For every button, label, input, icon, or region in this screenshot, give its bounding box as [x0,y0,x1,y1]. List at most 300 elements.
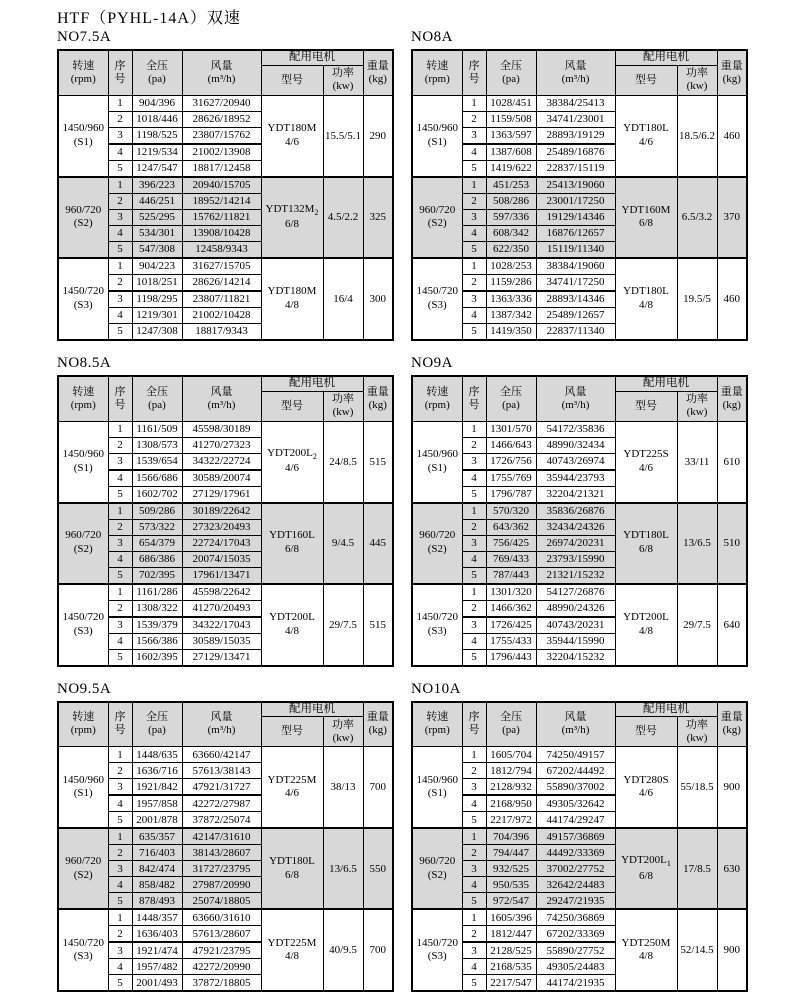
col-model: 型号 [261,717,323,747]
spec-table-host [411,701,749,992]
seq-cell: 2 [108,437,132,453]
seq-cell: 2 [462,519,486,535]
seq-cell: 1 [108,503,132,520]
seq-cell: 4 [462,144,486,161]
pressure-cell: 1159/508 [486,111,536,127]
pressure-cell: 534/301 [132,225,182,241]
pressure-cell: 1018/251 [132,274,182,291]
speed-cell: 1450/960 (S1) [412,95,462,177]
data-row [412,909,747,926]
motor-model-cell: YDT200L 4/8 [615,584,677,666]
seq-cell: 4 [108,959,132,975]
col-pressure: 全压 (pa) [132,50,182,95]
speed-cell: 1450/720 (S3) [412,258,462,340]
seq-cell: 5 [462,649,486,666]
seq-cell: 3 [462,453,486,470]
seq-cell: 1 [108,909,132,926]
pressure-cell: 1539/379 [132,617,182,634]
airflow-cell: 30589/15035 [182,633,261,649]
airflow-cell: 28626/14214 [182,274,261,291]
pressure-cell: 1387/342 [486,307,536,323]
seq-cell: 2 [462,437,486,453]
weight-cell: 510 [717,503,747,584]
airflow-cell: 38384/25413 [536,95,615,111]
pressure-cell: 1812/794 [486,763,536,779]
power-cell: 33/11 [677,421,717,503]
pressure-cell: 2168/535 [486,959,536,975]
seq-cell: 4 [108,307,132,323]
header-row [58,50,393,65]
table-title: NO9.5A [57,680,112,697]
seq-cell: 4 [462,877,486,893]
airflow-cell: 31627/15705 [182,258,261,275]
pressure-cell: 794/447 [486,845,536,861]
spec-table [411,375,748,667]
pressure-cell: 1957/482 [132,959,182,975]
col-weight: 重量 (kg) [717,702,747,747]
airflow-cell: 47921/23795 [182,942,261,959]
seq-cell: 1 [462,503,486,520]
seq-cell: 2 [108,600,132,617]
header-row [412,50,747,65]
pressure-cell: 1796/787 [486,486,536,503]
col-model: 型号 [615,717,677,747]
spec-table [411,701,748,992]
weight-cell: 515 [363,421,393,503]
airflow-cell: 34741/17250 [536,274,615,291]
airflow-cell: 25489/16876 [536,144,615,161]
power-cell: 40/9.5 [323,909,363,991]
weight-cell: 640 [717,584,747,666]
airflow-cell: 23001/17250 [536,193,615,209]
spec-table [57,375,394,667]
weight-cell: 300 [363,258,393,340]
pressure-cell: 904/396 [132,95,182,111]
seq-cell: 2 [462,926,486,943]
pressure-cell: 1448/357 [132,909,182,926]
header-row [58,376,393,391]
pressure-cell: 597/336 [486,209,536,225]
power-cell: 16/4 [323,258,363,340]
col-airflow: 风量 (m³/h) [182,50,261,95]
airflow-cell: 74250/49157 [536,747,615,763]
pressure-cell: 509/286 [132,503,182,520]
spec-table [57,49,394,341]
pressure-cell: 704/396 [486,828,536,845]
airflow-cell: 42272/20990 [182,959,261,975]
seq-cell: 3 [462,942,486,959]
pressure-cell: 1957/858 [132,795,182,812]
power-cell: 55/18.5 [677,747,717,829]
pressure-cell: 1198/525 [132,127,182,144]
col-airflow: 风量 (m³/h) [182,702,261,747]
seq-cell: 4 [462,307,486,323]
pressure-cell: 842/474 [132,861,182,877]
col-speed: 转速 (rpm) [412,376,462,421]
col-weight: 重量 (kg) [717,50,747,95]
weight-cell: 550 [363,828,393,909]
airflow-cell: 41270/27323 [182,437,261,453]
seq-cell: 4 [108,225,132,241]
airflow-cell: 55890/27752 [536,942,615,959]
col-pressure: 全压 (pa) [132,702,182,747]
table-block-no8a [411,29,749,341]
seq-cell: 5 [462,893,486,910]
airflow-cell: 35836/26876 [536,503,615,520]
power-cell: 6.5/3.2 [677,177,717,258]
spec-table [411,49,748,341]
data-row [412,584,747,601]
motor-model-cell: YDT280S 4/6 [615,747,677,829]
airflow-cell: 18952/14214 [182,193,261,209]
pressure-cell: 1602/702 [132,486,182,503]
seq-cell: 3 [462,535,486,551]
pressure-cell: 932/525 [486,861,536,877]
pressure-cell: 2001/878 [132,812,182,829]
airflow-cell: 47921/31727 [182,779,261,796]
col-seq: 序 号 [462,702,486,747]
seq-cell: 2 [462,600,486,617]
airflow-cell: 13908/10428 [182,225,261,241]
pressure-cell: 1301/320 [486,584,536,601]
pressure-cell: 1466/362 [486,600,536,617]
airflow-cell: 17961/13471 [182,567,261,584]
pressure-cell: 2001/493 [132,975,182,992]
motor-model-cell: YDT180M 4/8 [261,258,323,340]
motor-model-cell: $YDT200L_2$ 4/6 [261,421,323,503]
data-row [58,177,393,194]
airflow-cell: 44174/21935 [536,975,615,992]
weight-cell: 610 [717,421,747,503]
seq-cell: 4 [462,959,486,975]
col-power: 功率 (kw) [323,717,363,747]
airflow-cell: 27987/20990 [182,877,261,893]
pressure-cell: 508/286 [486,193,536,209]
data-row [58,95,393,111]
airflow-cell: 34322/17043 [182,617,261,634]
airflow-cell: 57613/28607 [182,926,261,943]
weight-cell: 290 [363,95,393,177]
pressure-cell: 1308/322 [132,600,182,617]
seq-cell: 3 [462,617,486,634]
seq-cell: 3 [462,291,486,308]
airflow-cell: 22724/17043 [182,535,261,551]
seq-cell: 4 [108,144,132,161]
seq-cell: 1 [108,177,132,194]
speed-cell: 1450/720 (S3) [58,258,108,340]
motor-model-cell: $YDT200L_1$ 6/8 [615,828,677,909]
motor-model-cell: YDT160L 6/8 [261,503,323,584]
airflow-cell: 63660/42147 [182,747,261,763]
seq-cell: 1 [462,747,486,763]
pressure-cell: 858/482 [132,877,182,893]
col-seq: 序 号 [108,702,132,747]
seq-cell: 5 [462,567,486,584]
airflow-cell: 25489/12657 [536,307,615,323]
airflow-cell: 28626/18952 [182,111,261,127]
data-row [58,828,393,845]
weight-cell: 515 [363,584,393,666]
airflow-cell: 37872/18805 [182,975,261,992]
speed-cell: 960/720 (S2) [412,503,462,584]
pressure-cell: 1301/570 [486,421,536,437]
airflow-cell: 42272/27987 [182,795,261,812]
airflow-cell: 41270/20493 [182,600,261,617]
speed-cell: 1450/960 (S1) [412,747,462,829]
table-title: NO8.5A [57,354,112,371]
col-weight: 重量 (kg) [717,376,747,421]
table-block-no8-5a [57,355,395,667]
airflow-cell: 31727/23795 [182,861,261,877]
seq-cell: 5 [108,812,132,829]
seq-cell: 3 [108,127,132,144]
airflow-cell: 54172/35836 [536,421,615,437]
speed-cell: 1450/720 (S3) [412,584,462,666]
data-row [58,258,393,275]
data-row [412,503,747,520]
speed-cell: 960/720 (S2) [58,503,108,584]
airflow-cell: 15762/11821 [182,209,261,225]
seq-cell: 1 [462,828,486,845]
pressure-cell: 686/386 [132,551,182,567]
col-motor-group: 配用电机 [615,50,717,65]
pressure-cell: 2168/950 [486,795,536,812]
seq-cell: 4 [462,225,486,241]
power-cell: 52/14.5 [677,909,717,991]
table-block-no10a [411,681,749,992]
airflow-cell: 25413/19060 [536,177,615,194]
airflow-cell: 38384/19060 [536,258,615,275]
motor-model-cell: YDT250M 4/8 [615,909,677,991]
motor-model-cell: YDT180L 4/8 [615,258,677,340]
motor-model-cell: $YDT132M_2$ 6/8 [261,177,323,258]
airflow-cell: 49305/24483 [536,959,615,975]
pressure-cell: 446/251 [132,193,182,209]
col-power: 功率 (kw) [323,65,363,95]
seq-cell: 5 [108,975,132,992]
pressure-cell: 1726/425 [486,617,536,634]
airflow-cell: 30589/20074 [182,470,261,487]
col-speed: 转速 (rpm) [58,50,108,95]
seq-cell: 5 [462,241,486,258]
airflow-cell: 45598/22642 [182,584,261,601]
airflow-cell: 35944/23793 [536,470,615,487]
seq-cell: 5 [462,160,486,177]
speed-cell: 960/720 (S2) [58,828,108,909]
weight-cell: 900 [717,747,747,829]
pressure-cell: 643/362 [486,519,536,535]
col-speed: 转速 (rpm) [412,50,462,95]
weight-cell: 370 [717,177,747,258]
seq-cell: 1 [462,909,486,926]
pressure-cell: 1448/635 [132,747,182,763]
pressure-cell: 451/253 [486,177,536,194]
spec-table [57,701,394,992]
header-row [412,376,747,391]
speed-cell: 960/720 (S2) [412,177,462,258]
seq-cell: 3 [462,861,486,877]
airflow-cell: 31627/20940 [182,95,261,111]
airflow-cell: 21321/15232 [536,567,615,584]
col-speed: 转速 (rpm) [412,702,462,747]
spec-table-host [411,375,749,667]
data-row [412,828,747,845]
col-power: 功率 (kw) [677,65,717,95]
power-cell: 18.5/6.2 [677,95,717,177]
airflow-cell: 21002/13908 [182,144,261,161]
seq-cell: 1 [462,421,486,437]
pressure-cell: 396/223 [132,177,182,194]
airflow-cell: 28893/19129 [536,127,615,144]
data-row [412,421,747,437]
speed-cell: 1450/960 (S1) [58,95,108,177]
pressure-cell: 622/350 [486,241,536,258]
seq-cell: 1 [108,258,132,275]
col-power: 功率 (kw) [677,391,717,421]
pressure-cell: 950/535 [486,877,536,893]
weight-cell: 460 [717,95,747,177]
pressure-cell: 1602/395 [132,649,182,666]
pressure-cell: 1605/396 [486,909,536,926]
airflow-cell: 54127/26876 [536,584,615,601]
data-row [412,177,747,194]
pressure-cell: 525/295 [132,209,182,225]
speed-cell: 1450/720 (S3) [58,584,108,666]
airflow-cell: 67202/33369 [536,926,615,943]
pressure-cell: 1726/756 [486,453,536,470]
power-cell: 19.5/5 [677,258,717,340]
airflow-cell: 38143/28607 [182,845,261,861]
col-motor-group: 配用电机 [261,376,363,391]
pressure-cell: 769/433 [486,551,536,567]
seq-cell: 2 [108,274,132,291]
weight-cell: 630 [717,828,747,909]
seq-cell: 3 [108,209,132,225]
col-seq: 序 号 [108,50,132,95]
pressure-cell: 1198/295 [132,291,182,308]
pressure-cell: 904/223 [132,258,182,275]
pressure-cell: 1755/433 [486,633,536,649]
airflow-cell: 18817/9343 [182,323,261,340]
seq-cell: 3 [462,779,486,796]
airflow-cell: 30189/22642 [182,503,261,520]
pressure-cell: 878/493 [132,893,182,910]
col-pressure: 全压 (pa) [486,376,536,421]
power-cell: 9/4.5 [323,503,363,584]
airflow-cell: 45598/30189 [182,421,261,437]
seq-cell: 2 [462,274,486,291]
seq-cell: 1 [462,95,486,111]
airflow-cell: 48990/32434 [536,437,615,453]
airflow-cell: 27323/20493 [182,519,261,535]
col-model: 型号 [615,391,677,421]
weight-cell: 700 [363,909,393,991]
seq-cell: 1 [108,584,132,601]
pressure-cell: 570/320 [486,503,536,520]
seq-cell: 4 [462,551,486,567]
pressure-cell: 1812/447 [486,926,536,943]
header-row [412,702,747,717]
col-airflow: 风量 (m³/h) [536,50,615,95]
seq-cell: 4 [462,633,486,649]
col-airflow: 风量 (m³/h) [182,376,261,421]
col-motor-group: 配用电机 [261,702,363,717]
spec-table-host [411,49,749,341]
airflow-cell: 63660/31610 [182,909,261,926]
seq-cell: 5 [108,567,132,584]
airflow-cell: 28893/14346 [536,291,615,308]
airflow-cell: 32204/21321 [536,486,615,503]
pressure-cell: 1387/608 [486,144,536,161]
pressure-cell: 1796/443 [486,649,536,666]
motor-model-cell: YDT225S 4/6 [615,421,677,503]
data-row [58,909,393,926]
airflow-cell: 48990/24326 [536,600,615,617]
seq-cell: 4 [108,877,132,893]
pressure-cell: 1755/769 [486,470,536,487]
airflow-cell: 25074/18805 [182,893,261,910]
speed-cell: 1450/960 (S1) [58,747,108,829]
table-title: NO8A [411,29,453,45]
seq-cell: 1 [108,747,132,763]
page-title: HTF（PYHL-14A）双速 [57,10,241,27]
weight-cell: 325 [363,177,393,258]
col-airflow: 风量 (m³/h) [536,376,615,421]
pressure-cell: 756/425 [486,535,536,551]
pressure-cell: 608/342 [486,225,536,241]
airflow-cell: 22837/11340 [536,323,615,340]
seq-cell: 5 [108,160,132,177]
airflow-cell: 15119/11340 [536,241,615,258]
airflow-cell: 34322/22724 [182,453,261,470]
weight-cell: 700 [363,747,393,829]
pressure-cell: 1605/704 [486,747,536,763]
speed-cell: 960/720 (S2) [58,177,108,258]
airflow-cell: 57613/38143 [182,763,261,779]
pressure-cell: 573/322 [132,519,182,535]
pressure-cell: 2217/547 [486,975,536,992]
col-power: 功率 (kw) [677,717,717,747]
col-seq: 序 号 [108,376,132,421]
col-motor-group: 配用电机 [615,702,717,717]
pressure-cell: 787/443 [486,567,536,584]
pressure-cell: 1921/474 [132,942,182,959]
seq-cell: 5 [108,241,132,258]
pressure-cell: 1419/350 [486,323,536,340]
pressure-cell: 1921/842 [132,779,182,796]
airflow-cell: 42147/31610 [182,828,261,845]
pressure-cell: 1018/446 [132,111,182,127]
airflow-cell: 44492/33369 [536,845,615,861]
pressure-cell: 654/379 [132,535,182,551]
data-row [412,95,747,111]
col-model: 型号 [261,65,323,95]
seq-cell: 5 [462,323,486,340]
airflow-cell: 12458/9343 [182,241,261,258]
pressure-cell: 1636/716 [132,763,182,779]
airflow-cell: 20940/15705 [182,177,261,194]
motor-model-cell: YDT225M 4/6 [261,747,323,829]
seq-cell: 5 [462,486,486,503]
seq-cell: 3 [108,291,132,308]
airflow-cell: 27129/17961 [182,486,261,503]
pressure-cell: 1028/451 [486,95,536,111]
col-speed: 转速 (rpm) [58,702,108,747]
pressure-cell: 1219/534 [132,144,182,161]
seq-cell: 2 [462,111,486,127]
airflow-cell: 23807/11821 [182,291,261,308]
col-power: 功率 (kw) [323,391,363,421]
